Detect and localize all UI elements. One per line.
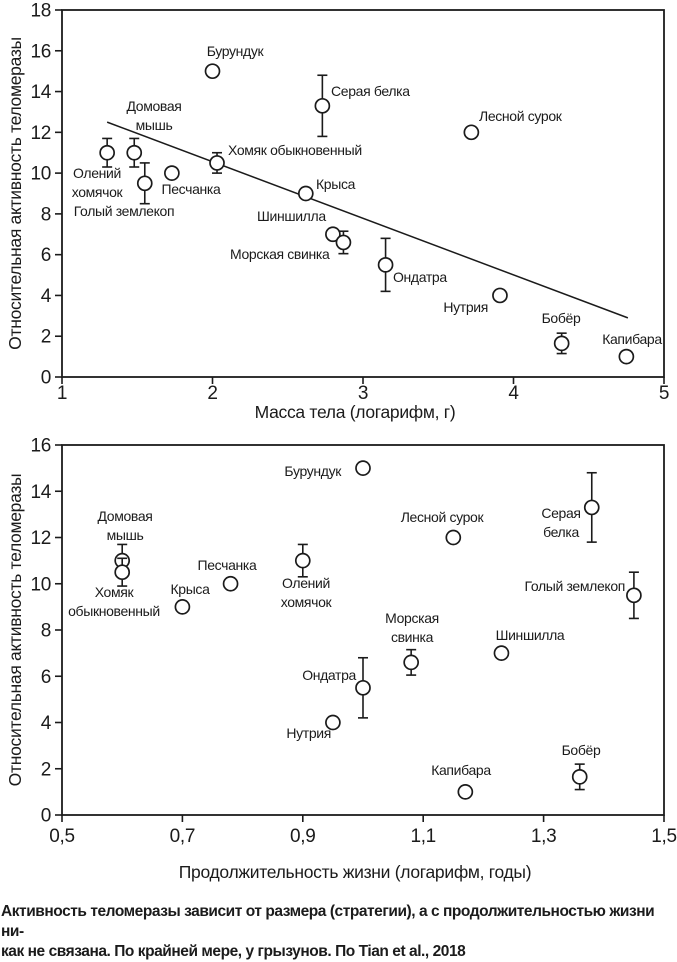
point-label-gray-squirrel: Серая белка	[331, 83, 410, 99]
y-tick-label: 14	[30, 82, 51, 104]
point-label-beaver: Бобёр	[541, 310, 581, 326]
x-tick-label: 5	[658, 383, 670, 404]
point-label-chinchilla: Шиншилла	[257, 208, 326, 224]
x-axis-title: Масса тела (логарифм, г)	[254, 402, 456, 422]
data-point-naked-mole-rat	[627, 588, 641, 602]
y-axis-title: Относительная активность теломеразы	[5, 473, 25, 787]
y-tick-label: 12	[30, 122, 51, 144]
point-label-chipmunk: Бурундук	[284, 463, 341, 479]
point-label-house-mouse: Домовая	[126, 98, 182, 114]
point-label-nutria: Нутрия	[286, 725, 331, 741]
data-point-muskrat	[356, 681, 370, 695]
data-point-gray-squirrel	[315, 99, 329, 113]
x-tick-label: 1,1	[410, 826, 436, 847]
x-tick-label: 1,3	[530, 826, 557, 847]
plot-box	[62, 445, 664, 815]
point-label-guinea-pig: Морская свинка	[230, 246, 330, 262]
point-label-capybara: Капибара	[602, 331, 662, 347]
y-axis-title: Относительная активность теломеразы	[5, 37, 25, 350]
y-tick-label: 0	[40, 367, 51, 389]
data-point-beaver	[573, 770, 587, 784]
x-tick-label: 0,5	[49, 826, 75, 847]
point-label-woodchuck: Лесной сурок	[400, 509, 484, 525]
x-tick-label: 1,5	[651, 826, 677, 847]
y-tick-label: 0	[40, 805, 51, 827]
figure-caption	[1, 902, 676, 962]
point-label-capybara: Капибара	[431, 762, 491, 778]
point-label-deer-mouse: хомячок	[280, 594, 332, 610]
point-label-beaver: Бобёр	[561, 742, 601, 758]
data-point-woodchuck	[446, 531, 460, 545]
data-point-chinchilla	[494, 646, 508, 660]
point-label-gerbil: Песчанка	[161, 181, 221, 197]
data-point-woodchuck	[464, 125, 478, 139]
point-label-deer-mouse: Олений	[73, 165, 121, 181]
point-label-woodchuck: Лесной сурок	[479, 108, 562, 124]
y-tick-label: 16	[30, 41, 51, 63]
point-label-naked-mole-rat: Голый землекоп	[524, 578, 625, 594]
trend-line	[107, 122, 628, 318]
x-tick-label: 2	[207, 383, 218, 404]
y-tick-label: 8	[40, 620, 51, 642]
data-point-guinea-pig	[336, 235, 350, 249]
point-label-common-hamster: Хомяк	[94, 584, 134, 600]
point-label-guinea-pig: свинка	[390, 629, 434, 645]
x-tick-label: 3	[357, 383, 369, 404]
data-point-common-hamster	[210, 156, 224, 170]
y-tick-label: 4	[40, 285, 51, 307]
y-tick-label: 6	[40, 245, 51, 267]
data-point-chipmunk	[356, 461, 370, 475]
data-point-gerbil	[165, 166, 179, 180]
body-mass-chart	[5, 1, 669, 423]
point-label-house-mouse: мышь	[135, 117, 173, 133]
caption-line-1: Активность теломеразы зависит от размера (стратегии), а с продолжительностью жизни ни-	[1, 903, 655, 940]
y-tick-label: 10	[30, 574, 51, 596]
x-tick-label: 0,7	[169, 826, 196, 847]
point-label-chinchilla: Шиншилла	[495, 627, 565, 643]
x-axis-title: Продолжительность жизни (логарифм, годы)	[178, 862, 532, 882]
data-point-beaver	[555, 336, 569, 350]
data-point-common-hamster	[115, 565, 129, 579]
data-point-naked-mole-rat	[138, 176, 152, 190]
y-tick-label: 6	[40, 666, 51, 688]
point-label-chipmunk: Бурундук	[206, 43, 264, 59]
y-tick-label: 4	[40, 713, 51, 734]
lifespan-chart	[5, 436, 677, 883]
point-label-common-hamster: Хомяк обыкновенный	[228, 142, 362, 158]
point-label-house-mouse: мышь	[106, 527, 144, 543]
caption-line-2: как не связана. По крайней мере, у грызунов. По Tian et al., 2018	[1, 943, 466, 960]
data-point-capybara	[619, 350, 633, 364]
point-label-deer-mouse: хомячок	[71, 184, 123, 200]
data-point-gray-squirrel	[585, 500, 599, 514]
x-tick-label: 1	[56, 383, 68, 404]
point-label-deer-mouse: Олений	[282, 575, 330, 591]
point-label-nutria: Нутрия	[443, 299, 488, 315]
data-point-capybara	[458, 785, 472, 799]
point-label-gerbil: Песчанка	[197, 557, 257, 573]
data-point-gerbil	[224, 577, 238, 591]
data-point-nutria	[493, 288, 507, 302]
point-label-rat: Крыса	[316, 176, 356, 192]
data-point-muskrat	[379, 258, 393, 272]
point-label-muskrat: Ондатра	[393, 269, 447, 285]
data-point-guinea-pig	[404, 655, 418, 669]
x-tick-label: 4	[508, 383, 519, 404]
x-tick-label: 0,9	[290, 826, 316, 847]
point-label-gray-squirrel: белка	[543, 524, 579, 540]
data-point-deer-mouse	[296, 554, 310, 568]
data-point-house-mouse	[127, 146, 141, 160]
data-point-rat	[299, 187, 313, 201]
y-tick-label: 10	[30, 163, 51, 185]
y-tick-label: 18	[30, 0, 51, 22]
point-label-house-mouse: Домовая	[97, 508, 153, 524]
point-label-naked-mole-rat: Голый землекоп	[73, 203, 175, 219]
y-tick-label: 2	[40, 326, 51, 348]
point-label-guinea-pig: Морская	[385, 610, 439, 626]
point-label-muskrat: Ондатра	[302, 667, 356, 683]
y-tick-label: 16	[30, 435, 51, 457]
data-point-chipmunk	[206, 64, 220, 78]
y-tick-label: 14	[30, 481, 51, 503]
y-tick-label: 2	[40, 759, 51, 781]
point-label-gray-squirrel: Серая	[541, 505, 581, 521]
point-label-rat: Крыса	[170, 581, 210, 597]
y-tick-label: 12	[30, 528, 51, 549]
data-point-rat	[175, 600, 189, 614]
data-point-deer-mouse	[100, 146, 114, 160]
y-tick-label: 8	[40, 204, 51, 226]
point-label-common-hamster: обыкновенный	[68, 603, 160, 619]
